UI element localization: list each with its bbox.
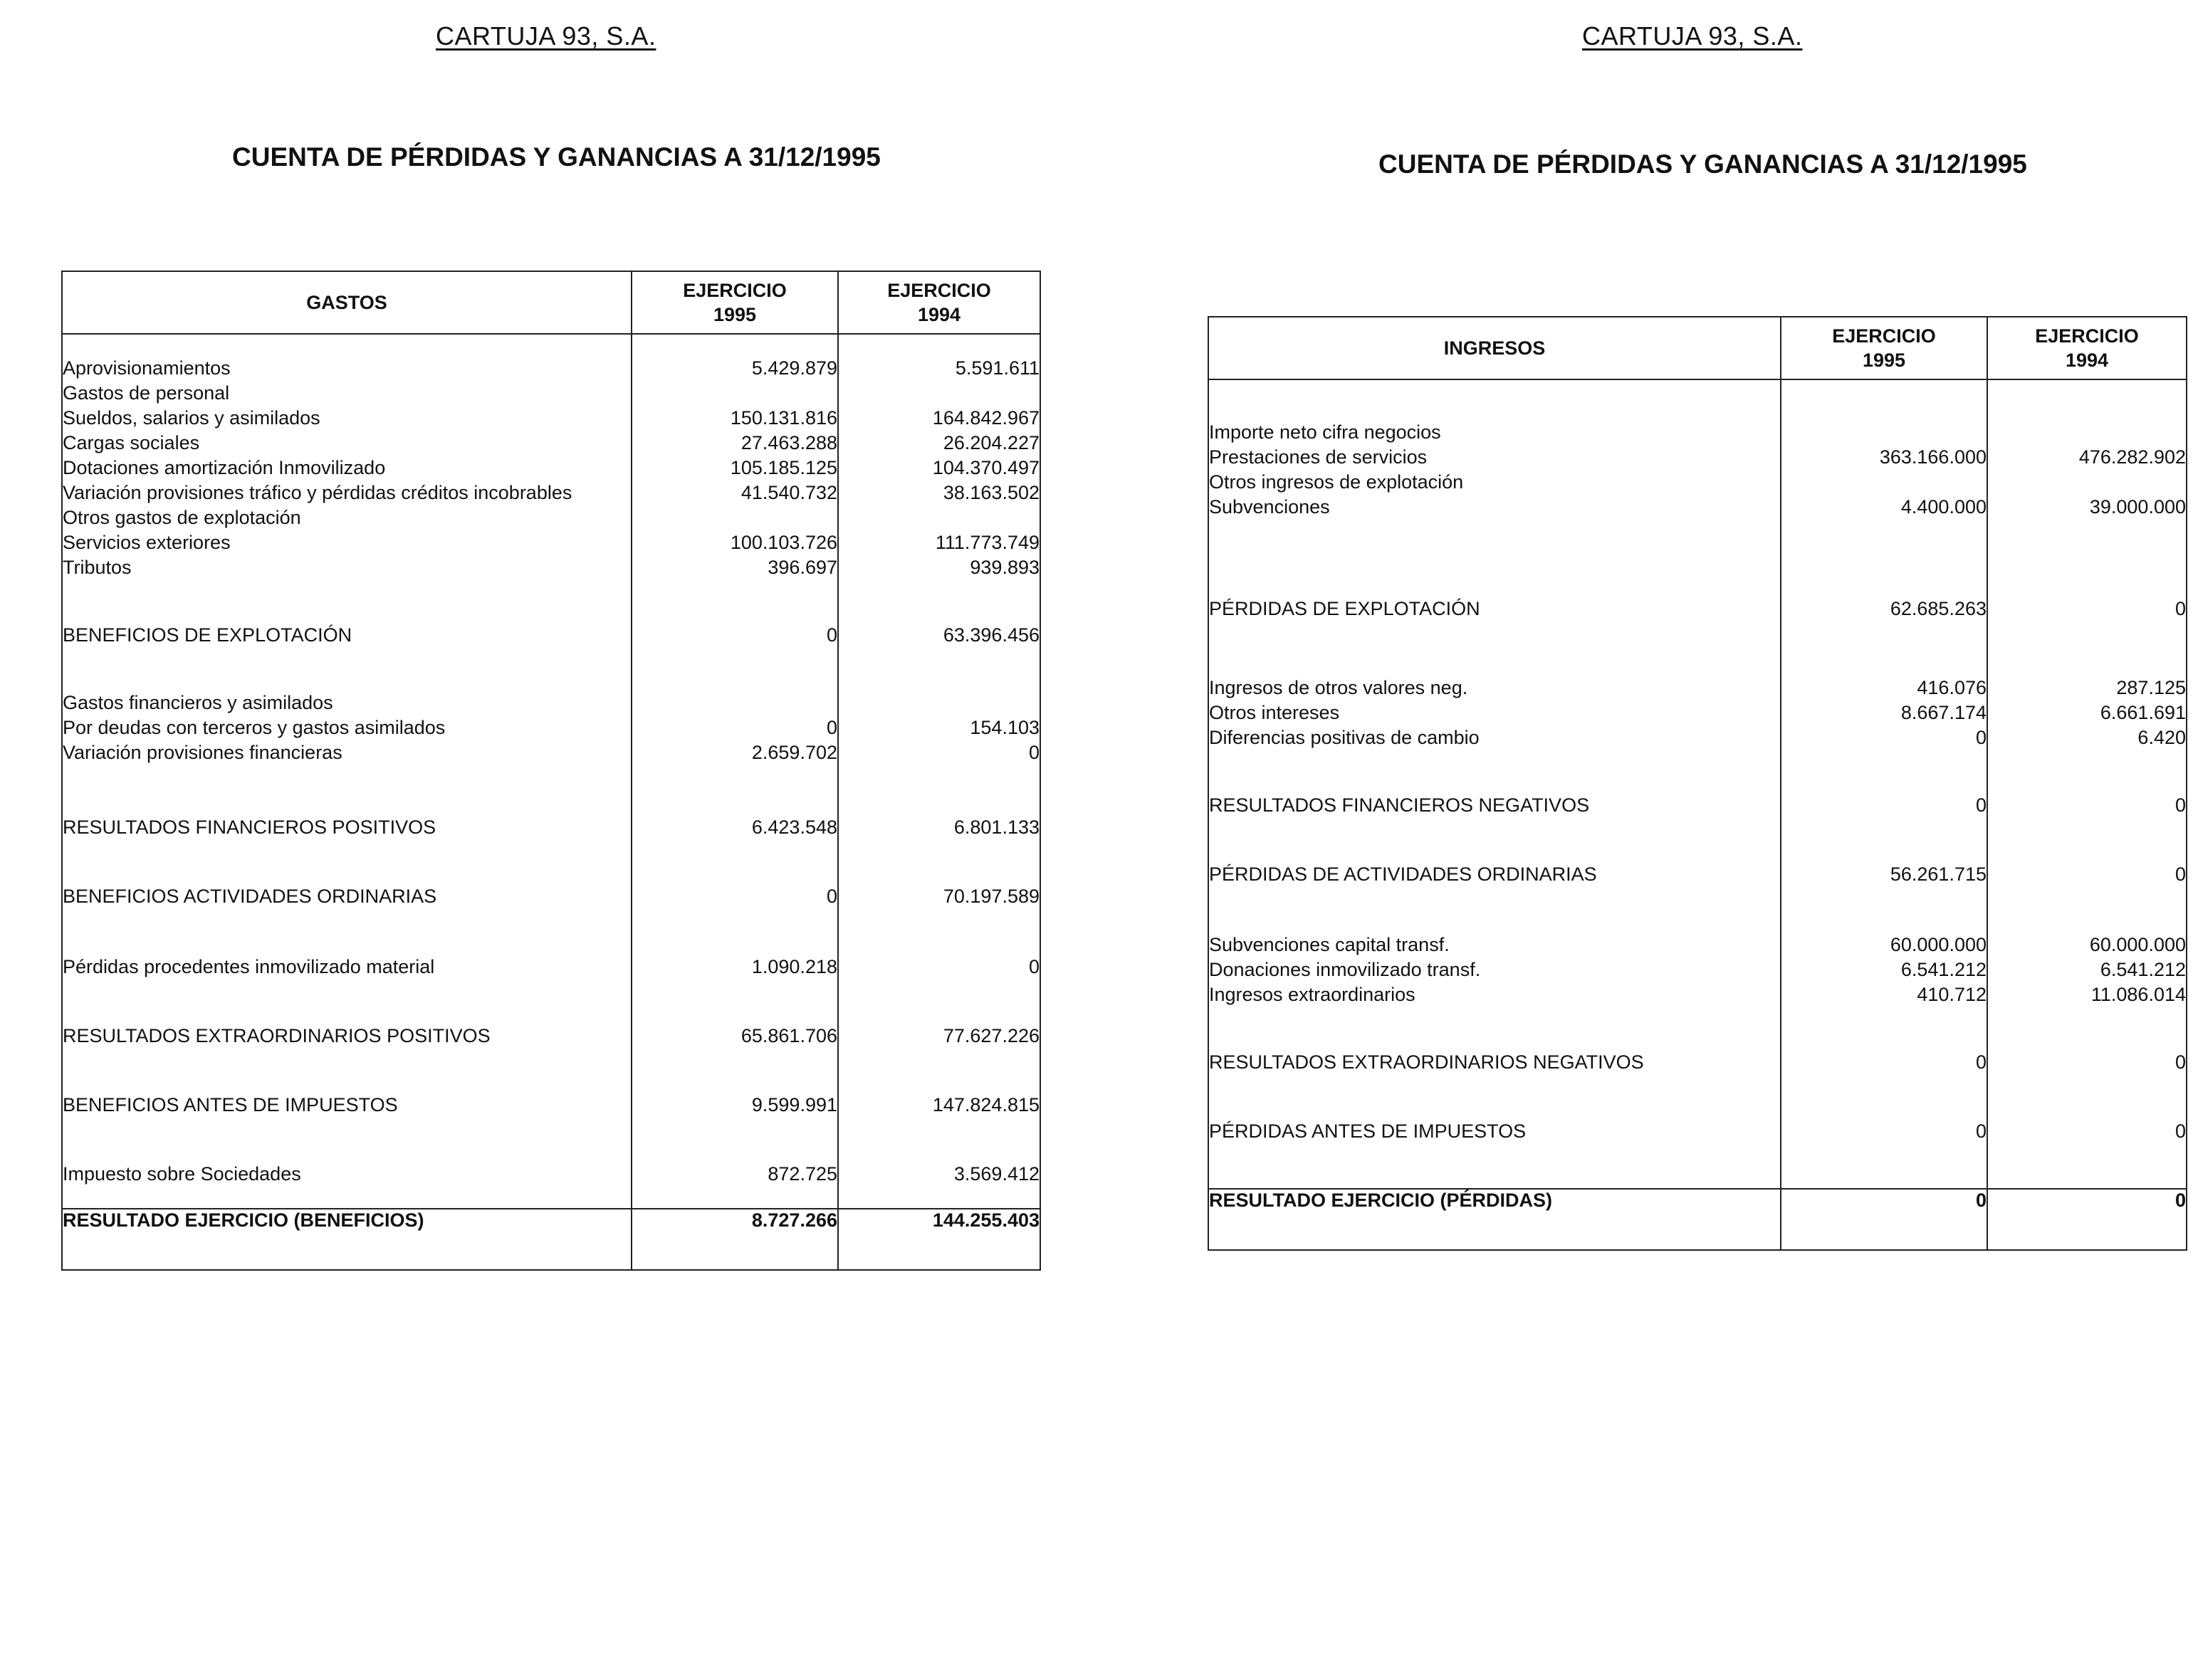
total-row (1208, 1189, 2187, 1250)
header-year: 1994 (2065, 350, 2109, 371)
total-1994: 0 (1987, 1189, 2187, 1250)
row-label: Ingresos de otros valores neg. (1208, 676, 1781, 700)
row-label: BENEFICIOS ACTIVIDADES ORDINARIAS (62, 884, 632, 909)
row-label: Servicios exteriores (62, 530, 632, 555)
table-row (62, 481, 1040, 505)
header-ejercicio-1995 (632, 271, 838, 334)
table-row (62, 740, 1040, 765)
table-row (1208, 420, 2187, 445)
value-1995: 9.599.991 (632, 1093, 838, 1118)
value-1995: 0 (1781, 1119, 1987, 1144)
statement-title: CUENTA DE PÉRDIDAS Y GANANCIAS A 31/12/1995 (232, 142, 881, 172)
value-1994: 154.103 (970, 717, 1040, 738)
value-1994: 164.842.967 (932, 407, 1040, 429)
table-row (62, 815, 1040, 840)
value-1994: 0 (2174, 863, 2186, 885)
value-1995: 410.712 (1781, 982, 1987, 1007)
total-label: RESULTADO EJERCICIO (PÉRDIDAS) (1208, 1189, 1781, 1250)
value-1994: 111.773.749 (935, 532, 1040, 553)
left-page (0, 0, 1096, 1680)
value-1995: 56.261.715 (1781, 862, 1987, 887)
header-ingresos: INGRESOS (1208, 317, 1781, 379)
value-1995: 6.541.212 (1781, 957, 1987, 982)
value-1995: 396.697 (632, 555, 838, 580)
table-row (62, 623, 1040, 648)
row-label: Otros intereses (1208, 700, 1781, 725)
header-ejercicio-1994 (838, 271, 1040, 334)
table-row (1208, 676, 2187, 700)
statement-title: CUENTA DE PÉRDIDAS Y GANANCIAS A 31/12/1995 (1378, 149, 2027, 179)
value-1994: 11.086.014 (2090, 984, 2186, 1005)
row-label: Gastos de personal (62, 381, 632, 406)
value-1994: 287.125 (2116, 677, 2186, 698)
value-1995: 0 (1781, 1050, 1987, 1075)
row-label: Sueldos, salarios y asimilados (62, 406, 632, 431)
value-1995: 105.185.125 (632, 456, 838, 481)
table-row (62, 406, 1040, 431)
value-1994: 39.000.000 (2089, 496, 2186, 518)
value-1994: 0 (2174, 1120, 2186, 1142)
header-year: 1995 (1862, 350, 1906, 371)
value-1995: 2.659.702 (632, 740, 838, 765)
value-1994: 60.000.000 (2089, 934, 2186, 955)
value-1994: 0 (2174, 794, 2186, 816)
company-name: CARTUJA 93, S.A. (1582, 21, 1803, 51)
total-1994: 144.255.403 (838, 1209, 1040, 1270)
value-1995: 150.131.816 (632, 406, 838, 431)
value-1994: 0 (2174, 598, 2186, 619)
gastos-table (61, 271, 1041, 1271)
value-1994: 5.591.611 (955, 357, 1040, 379)
value-1995: 0 (1781, 725, 1987, 750)
value-1995: 4.400.000 (1781, 495, 1987, 520)
row-label: RESULTADOS FINANCIEROS NEGATIVOS (1208, 793, 1781, 818)
table-row (62, 884, 1040, 909)
row-label: Importe neto cifra negocios (1208, 420, 1781, 445)
row-label: Ingresos extraordinarios (1208, 982, 1781, 1007)
table-row (1208, 445, 2187, 470)
value-1995: 416.076 (1781, 676, 1987, 700)
row-label: Por deudas con terceros y gastos asimilados (62, 715, 632, 740)
table-row (1208, 1050, 2187, 1075)
row-label: Variación provisiones financieras (62, 740, 632, 765)
value-1995: 62.685.263 (1781, 597, 1987, 621)
row-label: RESULTADOS EXTRAORDINARIOS POSITIVOS (62, 1024, 632, 1049)
value-1994: 70.197.589 (943, 886, 1040, 907)
value-1995: 41.540.732 (632, 481, 838, 505)
row-label: Pérdidas procedentes inmovilizado material (62, 955, 632, 980)
row-label: Otros ingresos de explotación (1208, 470, 1781, 495)
table-row (62, 955, 1040, 980)
row-label: Donaciones inmovilizado transf. (1208, 957, 1781, 982)
value-1994: 38.163.502 (943, 482, 1040, 503)
row-label: Otros gastos de explotación (62, 505, 632, 530)
value-1994: 77.627.226 (943, 1025, 1040, 1046)
value-1994: 6.801.133 (953, 817, 1040, 838)
total-row (62, 1209, 1040, 1270)
row-label: Diferencias positivas de cambio (1208, 725, 1781, 750)
table-row (1208, 957, 2187, 982)
row-label: Variación provisiones tráfico y pérdidas créditos incobrables (62, 481, 632, 505)
total-1995: 8.727.266 (632, 1209, 838, 1270)
value-1995: 8.667.174 (1781, 700, 1987, 725)
row-label: Cargas sociales (62, 431, 632, 456)
total-label: RESULTADO EJERCICIO (BENEFICIOS) (62, 1209, 632, 1270)
row-label: Gastos financieros y asimilados (62, 691, 632, 715)
table-row (1208, 862, 2187, 887)
table-row (1208, 982, 2187, 1007)
row-label: PÉRDIDAS ANTES DE IMPUESTOS (1208, 1119, 1781, 1144)
row-label: RESULTADOS EXTRAORDINARIOS NEGATIVOS (1208, 1050, 1781, 1075)
table-row (1208, 933, 2187, 957)
table-row (62, 381, 1040, 406)
value-1994: 939.893 (970, 557, 1040, 578)
table-row (62, 691, 1040, 715)
value-1994: 6.661.691 (2100, 702, 2186, 723)
row-label: Aprovisionamientos (62, 356, 632, 381)
header-ejercicio-label: EJERCICIO (887, 280, 991, 301)
row-label: BENEFICIOS DE EXPLOTACIÓN (62, 623, 632, 648)
value-1995: 0 (632, 715, 838, 740)
row-label: BENEFICIOS ANTES DE IMPUESTOS (62, 1093, 632, 1118)
table-row (62, 456, 1040, 481)
header-row (62, 271, 1040, 334)
value-1994: 104.370.497 (932, 457, 1040, 478)
company-name: CARTUJA 93, S.A. (436, 21, 656, 51)
header-ejercicio-label: EJERCICIO (2035, 325, 2139, 347)
value-1994: 6.541.212 (2100, 959, 2186, 980)
row-label: Impuesto sobre Sociedades (62, 1162, 632, 1187)
value-1995: 60.000.000 (1781, 933, 1987, 957)
value-1995: 27.463.288 (632, 431, 838, 456)
value-1995: 363.166.000 (1781, 445, 1987, 470)
value-1995: 6.423.548 (632, 815, 838, 840)
row-label: PÉRDIDAS DE EXPLOTACIÓN (1208, 597, 1781, 621)
value-1995: 1.090.218 (632, 955, 838, 980)
table-row (62, 555, 1040, 580)
table-row (62, 1093, 1040, 1118)
value-1994: 147.824.815 (932, 1094, 1040, 1115)
value-1995: 0 (632, 623, 838, 648)
value-1994: 476.282.902 (2078, 446, 2186, 468)
value-1994: 63.396.456 (943, 624, 1040, 646)
table-row (62, 1024, 1040, 1049)
row-label: Dotaciones amortización Inmovilizado (62, 456, 632, 481)
table-row (62, 715, 1040, 740)
value-1995: 5.429.879 (632, 356, 838, 381)
table-row (1208, 597, 2187, 621)
table-row (1208, 700, 2187, 725)
table-row (1208, 1119, 2187, 1144)
header-ejercicio-1995 (1781, 317, 1987, 379)
table-row (1208, 470, 2187, 495)
header-year: 1995 (713, 304, 757, 325)
table-row (62, 431, 1040, 456)
row-label: RESULTADOS FINANCIEROS POSITIVOS (62, 815, 632, 840)
row-label: Prestaciones de servicios (1208, 445, 1781, 470)
table-row (62, 1162, 1040, 1187)
table-row (1208, 725, 2187, 750)
value-1995: 65.861.706 (632, 1024, 838, 1049)
value-1994: 0 (1028, 956, 1040, 977)
total-1995: 0 (1781, 1189, 1987, 1250)
header-ejercicio-label: EJERCICIO (1832, 325, 1936, 347)
table-row (1208, 793, 2187, 818)
table-row (62, 530, 1040, 555)
header-gastos: GASTOS (62, 271, 632, 334)
value-1994: 6.420 (2137, 727, 2186, 748)
value-1994: 26.204.227 (943, 432, 1040, 453)
row-label: PÉRDIDAS DE ACTIVIDADES ORDINARIAS (1208, 862, 1781, 887)
header-year: 1994 (917, 304, 961, 325)
value-1995: 0 (1781, 793, 1987, 818)
value-1995: 0 (632, 884, 838, 909)
table-row (1208, 495, 2187, 520)
header-ejercicio-label: EJERCICIO (683, 280, 787, 301)
value-1995: 872.725 (632, 1162, 838, 1187)
value-1995: 100.103.726 (632, 530, 838, 555)
header-ejercicio-1994 (1987, 317, 2187, 379)
row-label: Subvenciones capital transf. (1208, 933, 1781, 957)
table-row (62, 505, 1040, 530)
value-1994: 3.569.412 (953, 1163, 1040, 1185)
table-row (62, 356, 1040, 381)
header-row (1208, 317, 2187, 379)
row-label: Tributos (62, 555, 632, 580)
value-1994: 0 (1028, 742, 1040, 763)
value-1994: 0 (2174, 1051, 2186, 1073)
ingresos-table (1208, 316, 2187, 1251)
row-label: Subvenciones (1208, 495, 1781, 520)
